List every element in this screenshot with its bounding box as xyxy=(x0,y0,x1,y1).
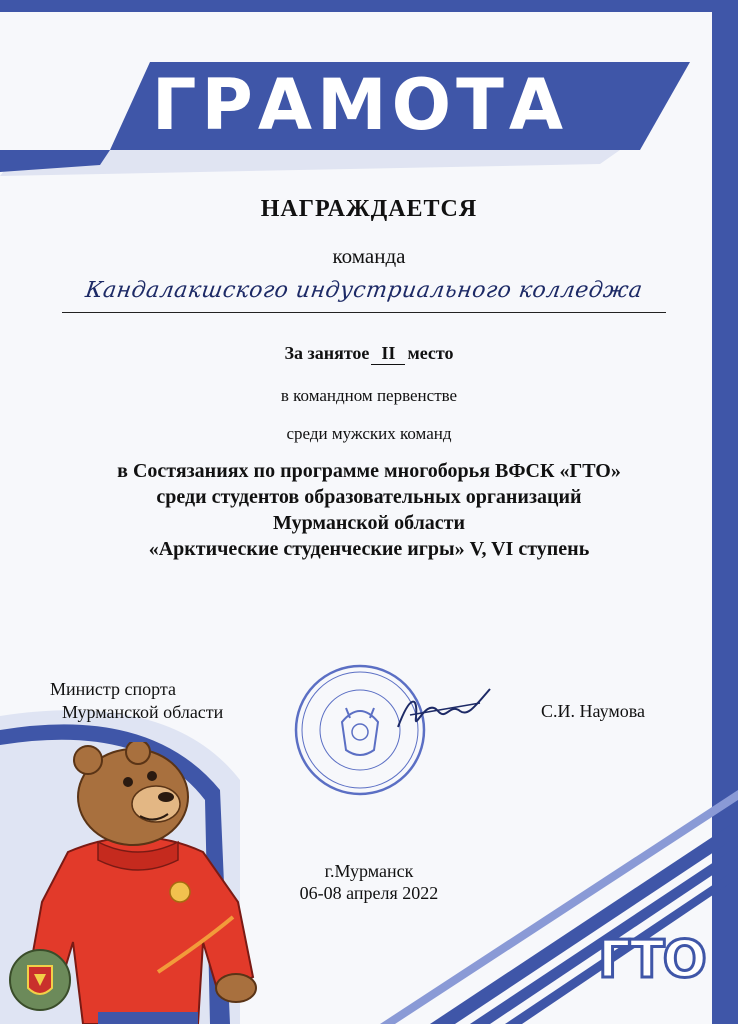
city: г.Мурманск xyxy=(324,861,414,881)
event-line: «Арктические студенческие игры» V, VI ступень xyxy=(148,538,590,560)
date: 06-08 апреля 2022 xyxy=(299,883,439,903)
signatory-name: С.И. Наумова xyxy=(541,701,645,721)
signatory-title xyxy=(50,678,223,724)
place-value: II xyxy=(371,343,405,365)
event-description xyxy=(0,458,738,562)
certificate-title: ГРАМОТА xyxy=(151,64,569,146)
signature-icon xyxy=(390,675,500,740)
place-prefix: За занятое xyxy=(284,343,370,363)
signatory-title-line-2: Мурманской области xyxy=(62,702,224,722)
competition-line-2: среди мужских команд xyxy=(286,424,452,443)
signatory-title-line-1: Министр спорта xyxy=(50,679,176,699)
event-line: среди студентов образовательных организаций xyxy=(156,486,582,508)
place-line xyxy=(0,343,738,365)
gto-logo: ГТО xyxy=(598,930,705,990)
competition-line-1: в командном первенстве xyxy=(280,386,458,405)
event-line: в Состязаниях по программе многоборья ВФСК «ГТО» xyxy=(117,460,621,482)
event-line: Мурманской области xyxy=(272,512,466,534)
regional-emblem-icon xyxy=(6,944,74,1016)
awarded-heading: НАГРАЖДАЕТСЯ xyxy=(260,196,478,222)
team-word: команда xyxy=(332,244,406,268)
place-suffix: место xyxy=(407,343,454,363)
team-name: Кандалакшского индустриального колледжа xyxy=(83,278,645,303)
team-name-underline xyxy=(62,312,666,313)
